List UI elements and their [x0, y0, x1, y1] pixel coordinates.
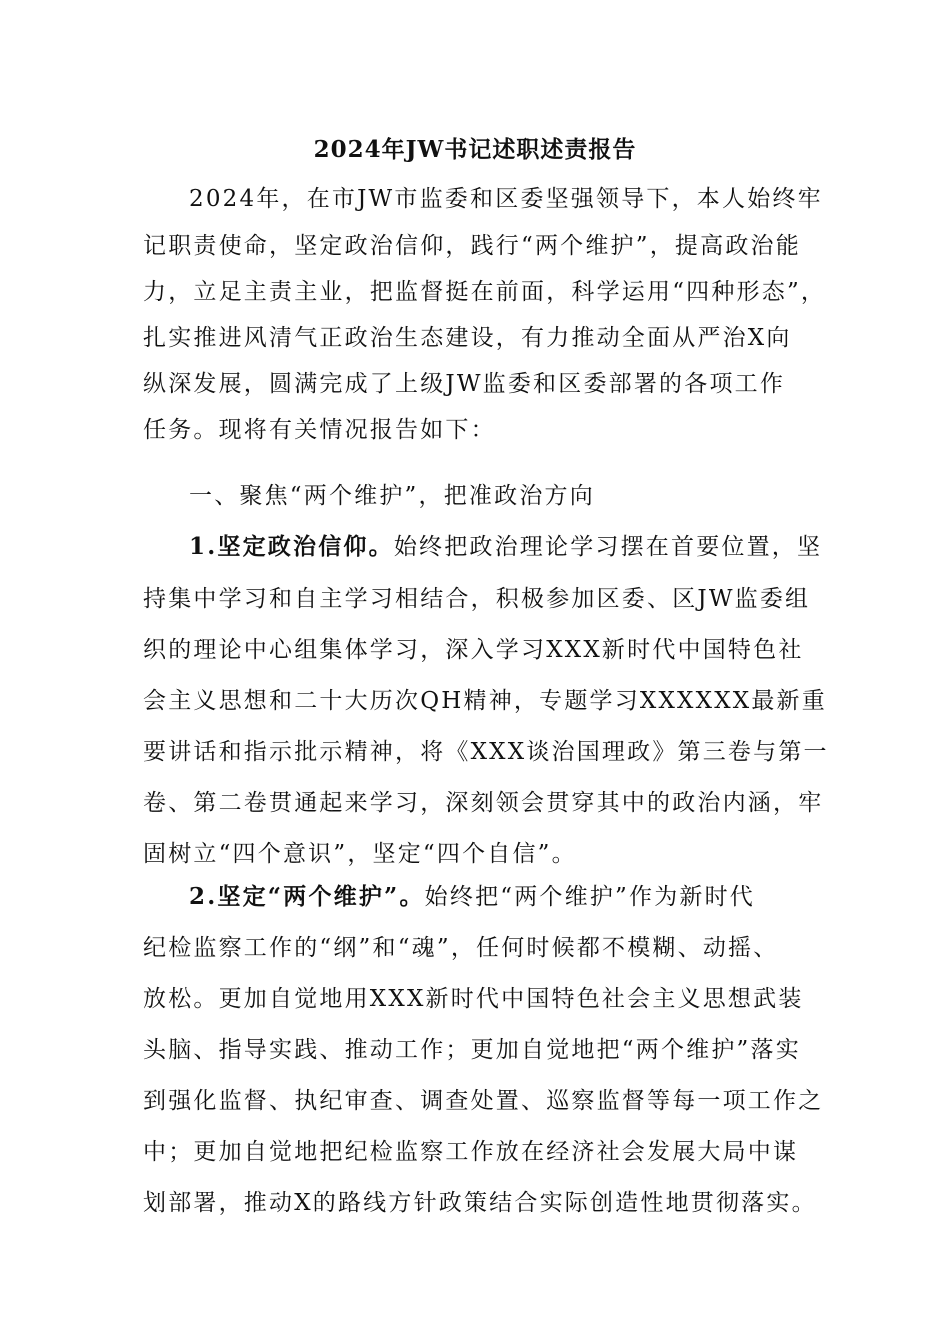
item1-lead: 1.坚定政治信仰。	[189, 533, 394, 560]
item2-line: 划部署，推动X的路线方针政策结合实际创造性地贯彻落实。	[143, 1190, 817, 1216]
item1-first-line	[189, 531, 822, 563]
item2-line: 纪检监察工作的“纲”和“魂”，任何时候都不模糊、动摇、	[143, 935, 779, 961]
intro-line: 2024年，在市JW市监委和区委坚强领导下，本人始终牢	[189, 186, 823, 212]
item1-line: 持集中学习和自主学习相结合，积极参加区委、区JW监委组	[143, 586, 811, 612]
item2-first-rest: 始终把“两个维护”作为新时代	[424, 884, 755, 910]
item2-lead: 2.坚定“两个维护”。	[189, 883, 425, 910]
item1-line: 固树立“四个意识”，坚定“四个自信”。	[143, 841, 577, 867]
intro-line: 扎实推进风清气正政治生态建设，有力推动全面从严治X向	[143, 325, 792, 351]
item2-first-line	[189, 881, 755, 913]
item1-line: 卷、第二卷贯通起来学习，深刻领会贯穿其中的政治内涵，牢	[143, 790, 824, 816]
intro-line: 任务。现将有关情况报告如下：	[143, 417, 496, 443]
item1-line: 织的理论中心组集体学习，深入学习XXX新时代中国特色社	[143, 637, 804, 663]
document-title: 2024年JW书记述职述责报告	[313, 136, 637, 163]
intro-line: 记职责使命，坚定政治信仰，践行“两个维护”，提高政治能	[143, 233, 801, 259]
section-heading: 一、聚焦“两个维护”，把准政治方向	[189, 483, 595, 509]
item1-first-rest: 始终把政治理论学习摆在首要位置，坚	[393, 534, 823, 560]
item2-line: 中；更加自觉地把纪检监察工作放在经济社会发展大局中谋	[143, 1139, 799, 1165]
item1-line: 会主义思想和二十大历次QH精神，专题学习XXXXXX最新重	[143, 688, 827, 714]
item1-line: 要讲话和指示批示精神，将《XXX谈治国理政》第三卷与第一	[143, 739, 829, 765]
item2-line: 到强化监督、执纪审查、调查处置、巡察监督等每一项工作之	[143, 1088, 824, 1114]
intro-line: 力，立足主责主业，把监督挺在前面，科学运用“四种形态”，	[143, 279, 827, 305]
item2-line: 放松。更加自觉地用XXX新时代中国特色社会主义思想武装	[143, 986, 804, 1012]
intro-line: 纵深发展，圆满完成了上级JW监委和区委部署的各项工作	[143, 371, 786, 397]
item2-line: 头脑、指导实践、推动工作；更加自觉地把“两个维护”落实	[143, 1037, 801, 1063]
